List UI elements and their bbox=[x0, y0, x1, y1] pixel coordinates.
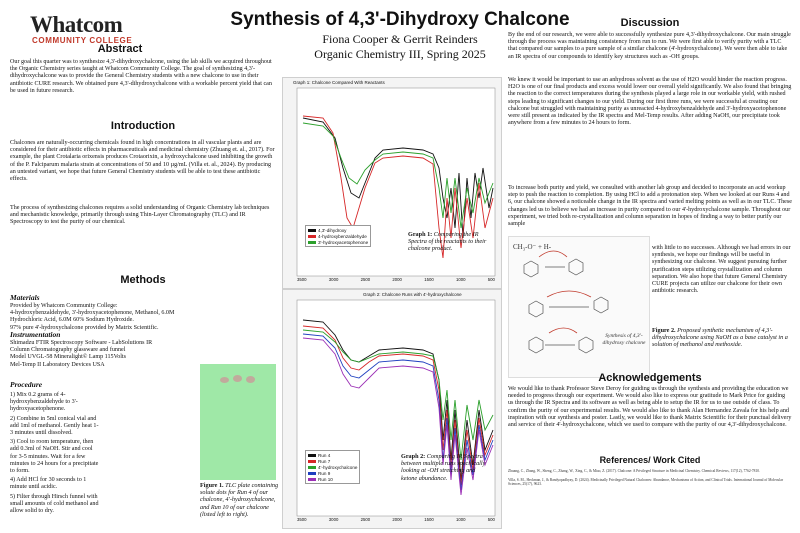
materials-item: 4-hydroxybenzaldehyde, 3'-hydroxyacetophenone, Methanol, 6.0M bbox=[10, 310, 175, 317]
procedure-step: 4) Add HCl for 30 seconds to 1 minute until acidic. bbox=[10, 477, 87, 491]
discussion-heading: Discussion bbox=[620, 17, 680, 29]
legend-label: Run 7 bbox=[318, 458, 331, 464]
figure-2-text: Proposed synthetic mechanism of 4,3'-dihydroxychalcone using NaOH as a base catalyst in a solution of methanol and methoxide. bbox=[652, 327, 788, 349]
x-tick-label: 3500 bbox=[297, 517, 307, 522]
graph-2-caption-text: Comparing IR Spectra between multiple runs specifically looking at -OH stretching and ketone abundance. bbox=[401, 453, 486, 482]
x-tick-label: 3000 bbox=[328, 517, 339, 522]
discussion-paragraph-4: with little to no successes. Although we had errors in our synthesis, we hope our findings will be useful in synthesizing our chalcone. We suggest pursuing further purification steps utilizing crystallization and column separation. We also hope that future General Chemistry CURE projects can utilize our chalcone for their own antibiotic research. bbox=[652, 245, 791, 295]
graph-2-title: Graph 2: Chalcone Runs with 4'-hydroxychalcone bbox=[363, 292, 462, 297]
legend-entry bbox=[308, 239, 368, 245]
procedure-step: 5) Filter through Hirsch funnel with small amounts of cold methanol and allow solid to dry. bbox=[10, 493, 99, 515]
materials-item: Provided by Whatcom Community College: bbox=[10, 303, 118, 309]
legend-entry bbox=[308, 476, 357, 482]
legend-label: Run 10 bbox=[318, 476, 333, 482]
instrumentation-item: Mel-Temp II Laboratory Devices USA bbox=[10, 361, 105, 368]
procedure-list bbox=[10, 392, 100, 515]
legend-swatch bbox=[308, 460, 316, 463]
reference-item: Villa, S. M., Heckman, J., & Bandyopadhyay, D. (2024). Medicinally Privileged Natural Chalcones: Abundance, Mechanisms of Action, and Clinical Trials. International Journal of Molecular Sciences, 25(17), 9623. bbox=[508, 477, 784, 487]
x-tick-label: 1500 bbox=[424, 517, 434, 522]
procedure-step: 3) Cool to room temperature, then add 0.3ml of NaOH. Stir and cool for 3-5 minutes. Wait for a few minutes to 24 hours for a precipitate to form. bbox=[10, 439, 99, 475]
graph-2-panel bbox=[282, 289, 502, 529]
college-logo-subtitle: COMMUNITY COLLEGE bbox=[32, 36, 133, 45]
graph-2-legend bbox=[305, 450, 360, 484]
procedure-step: 1) Mix 0.2 grams of 4-hydroxybenzaldehyde to 3'-hydroxyacetophenone. bbox=[10, 392, 78, 413]
references-list bbox=[508, 469, 792, 487]
legend-swatch bbox=[308, 235, 316, 238]
reference-item: Zhuang, C., Zhang, W., Sheng, C., Zhang, W., Xing, C., & Miao, Z. (2017). Chalcone: A Privileged Structure in Medicinal Chemistry. Chemical Reviews, 117(12), 7762-7810. bbox=[508, 469, 760, 473]
references-heading: References/ Work Cited bbox=[599, 455, 701, 465]
graph-1-title: Graph 1: Chalcone Compared With Reactants bbox=[293, 80, 385, 85]
x-tick-label: 2500 bbox=[360, 277, 371, 282]
graph-1-chart bbox=[283, 78, 501, 288]
materials-item: Hydrochloric Acid, 6.0M 60% Sodium Hydroxide. bbox=[10, 317, 134, 324]
introduction-heading: Introduction bbox=[110, 120, 176, 132]
legend-swatch bbox=[308, 229, 316, 232]
x-tick-label: 2000 bbox=[392, 277, 402, 282]
introduction-paragraph-1: Chalcones are naturally-occurring chemicals found in high concentrations in all vascular plants and are considered for their antibiotic effects in pharmaceuticals and medicinal chemistry (Zhuang et. al., 2017). For example, the plant Crotalaria orixensis produces Crotaorixin, a hydroxychalcone used inhibiting the growth of the P. Falciparum malaria strain at concentrations of 50 and 10 µg/mL (Villa et. al., 2024). By producing an untested variant, we hope that future General Chemistry students will be able to test these antibiotic effects. bbox=[10, 140, 275, 183]
abstract-text: Our goal this quarter was to synthesize 4,3'-dihydroxychalcone, using the lab skills we acquired throughout the Organic Chemistry series taught at Whatcom Community College. The goal of synthesizing 4,3'-dihydroxychalcone was to provide the General Chemistry students with a new chalcone to use in their antibiotic CURE research. We obtained pure 4,3'-dihydroxychalcone with a workable percent yield that can be used in future research. bbox=[10, 59, 272, 94]
mechanism-figure bbox=[508, 236, 650, 378]
abstract-heading: Abstract bbox=[97, 43, 143, 55]
legend-label: 4'-hydroxychalcone bbox=[318, 464, 358, 470]
figure-2-caption bbox=[652, 327, 794, 349]
instrumentation-item: Shimadzu FTIR Spectroscopy Software - LabSolutions IR bbox=[10, 340, 153, 346]
materials-item: 97% pure 4'-hydroxychalcone provided by Matrix Scientific. bbox=[10, 324, 159, 331]
legend-label: 4-hydroxybenzaldehyde bbox=[318, 233, 367, 239]
legend-label: 4,3'-dihydroxy bbox=[318, 227, 347, 233]
legend-entry bbox=[308, 233, 368, 239]
figure-1-caption bbox=[200, 482, 280, 518]
acknowledgements-heading: Acknowledgements bbox=[598, 372, 702, 384]
x-tick-label: 2000 bbox=[392, 517, 402, 522]
discussion-paragraph-2: We knew it would be important to use an anhydrous solvent as the use of H2O would hinder the reaction progress. H2O is one of our final products and excess would lower our overall yield significantly. We also found that bringing the reaction to the correct temperatures during the synthesis played a large role in our workable yield, with rushed steps leading to significant changes to our yield. During our first three runs, we were successful at creating our chalcone but struggled with maintaining purity as unreacted 4-hydroxybenzaldehyde and 3'-hydroxyacetophenone were still present as indicated by the IR spectra and Mel-Temp results. After adding NaOH, our precipitate took anywhere from a few minutes to 24 hours to form. bbox=[508, 77, 792, 127]
graph-2-caption bbox=[401, 453, 487, 482]
graph-1-label: Graph 1: bbox=[408, 231, 433, 238]
figure-2-label: Figure 2. bbox=[652, 327, 676, 334]
materials-heading: Materials bbox=[10, 293, 40, 302]
methods-heading: Methods bbox=[120, 274, 166, 286]
procedure-step: 2) Combine in 5ml conical vial and add 1ml of methanol. Gently heat 1-3 minutes until dissolved. bbox=[10, 415, 99, 437]
poster-course: Organic Chemistry III, Spring 2025 bbox=[314, 47, 486, 61]
graph-2-x-axis bbox=[297, 517, 495, 522]
instrumentation-item: Column Chromatography glassware and funnel bbox=[10, 347, 126, 354]
procedure-heading: Procedure bbox=[10, 380, 43, 389]
discussion-paragraph-1: By the end of our research, we were able to successfully synthesize pure 4,3'-dihydroxychalcone. Our main struggle through the process was maintaining consistency from run to run. We were first able to verify purity with a TLC that compared our samples to a pure sample of a similar chalcone (4'-hydroxychalcone). We were then able to take an IR spectra of our compounds to identify key structures such as -OH groups. bbox=[508, 32, 791, 60]
acknowledgements-text: We would like to thank Professor Steve Deroy for guiding us through the synthesis and providing the education we needed to progress through our experiment. We would also like to express our gratitude to Mark Price for guiding us through the IR Spectra and its software as well as being able to setup the IR for us to use outside of class. To confirm the purity of our experimental results. We would also like to thank Alan Hernandez Zavala for his help and inspiration with our synthesis and poster. Lastly, we would like to thank Matrix Scientific for their punctual delivery and service of their 4'-hydroxychalcone, which we used to compare with the purity of our 4,3'-dihydroxychalcone. bbox=[508, 386, 792, 429]
legend-swatch bbox=[308, 454, 316, 457]
figure-1-label: Figure 1. bbox=[200, 482, 224, 489]
graph-1-caption-text: Comparing the IR Spectra of the reactants to their chalcone product. bbox=[408, 231, 487, 253]
mechanism-label: Synthesis of 4,3'-dihydroxy chalcone bbox=[602, 333, 646, 346]
tlc-plate-image bbox=[200, 364, 276, 480]
legend-swatch bbox=[308, 241, 316, 244]
x-tick-label: 500 bbox=[487, 517, 495, 522]
legend-swatch bbox=[308, 466, 316, 469]
college-logo: Whatcom bbox=[30, 12, 123, 37]
graph-1-legend bbox=[305, 225, 371, 247]
graph-1-x-axis bbox=[297, 277, 495, 282]
x-tick-label: 500 bbox=[487, 277, 495, 282]
instrumentation-item: Model UVGL-58 Mineralight© Lamp 115Volts bbox=[10, 354, 126, 361]
x-tick-label: 1000 bbox=[455, 517, 466, 522]
figure-1-text: TLC plate containing solute dots for Run 4 of our chalcone, 4'-hydroxychalcone, and Run 10 of our chalcone (listed left to right). bbox=[200, 482, 279, 518]
legend-label: Run 9 bbox=[318, 470, 331, 476]
poster-title: Synthesis of 4,3'-Dihydroxy Chalcone bbox=[230, 9, 570, 30]
graph-2-chart bbox=[283, 290, 501, 528]
discussion-paragraph-3: To increase both purity and yield, we consulted with another lab group and decided to incorporate an acid workup step to push the reaction to completion. By using HCl to add a protonation step. When we looked at our Runs 4 and 6, our chalcone showed a noticeable change in the IR spectra and varied melting points as well as in our TLC. These changes led us to believe we had an increase in purity compared to our 4'-hydroxychalcone sample. Throughout our experiment, we tried both re-crystallization and column separation in hopes of finding a way to better purify our sample bbox=[508, 185, 792, 228]
tlc-spot bbox=[220, 377, 229, 383]
x-tick-label: 3500 bbox=[297, 277, 307, 282]
materials-list bbox=[10, 303, 276, 332]
legend-swatch bbox=[308, 478, 316, 481]
poster-authors: Fiona Cooper & Gerrit Reinders bbox=[322, 32, 478, 46]
x-tick-label: 1500 bbox=[424, 277, 434, 282]
svg-text:CH₃-O⁻ + H-: CH₃-O⁻ + H- bbox=[513, 243, 552, 251]
x-tick-label: 2500 bbox=[360, 517, 371, 522]
tlc-spot bbox=[233, 375, 242, 382]
introduction-paragraph-2: The process of synthesizing chalcones requires a solid understanding of Organic Chemistry lab techniques and mechanistic knowledge, primarily through using Thin-Layer Chromatography (TLC) and IR Spectroscopy to test the purity of our chemical. bbox=[10, 205, 270, 226]
legend-swatch bbox=[308, 472, 316, 475]
x-tick-label: 3000 bbox=[328, 277, 339, 282]
graph-2-label: Graph 2: bbox=[401, 453, 426, 460]
legend-label: Run 4 bbox=[318, 452, 331, 458]
tlc-spot bbox=[246, 376, 255, 383]
instrumentation-heading: Instrumentation bbox=[10, 330, 61, 339]
graph-1-caption bbox=[408, 231, 488, 253]
x-tick-label: 1000 bbox=[455, 277, 466, 282]
legend-label: 3'-hydroxyacetophenone bbox=[318, 239, 369, 245]
mechanism-drawing bbox=[509, 237, 649, 377]
graph-1-panel bbox=[282, 77, 502, 289]
